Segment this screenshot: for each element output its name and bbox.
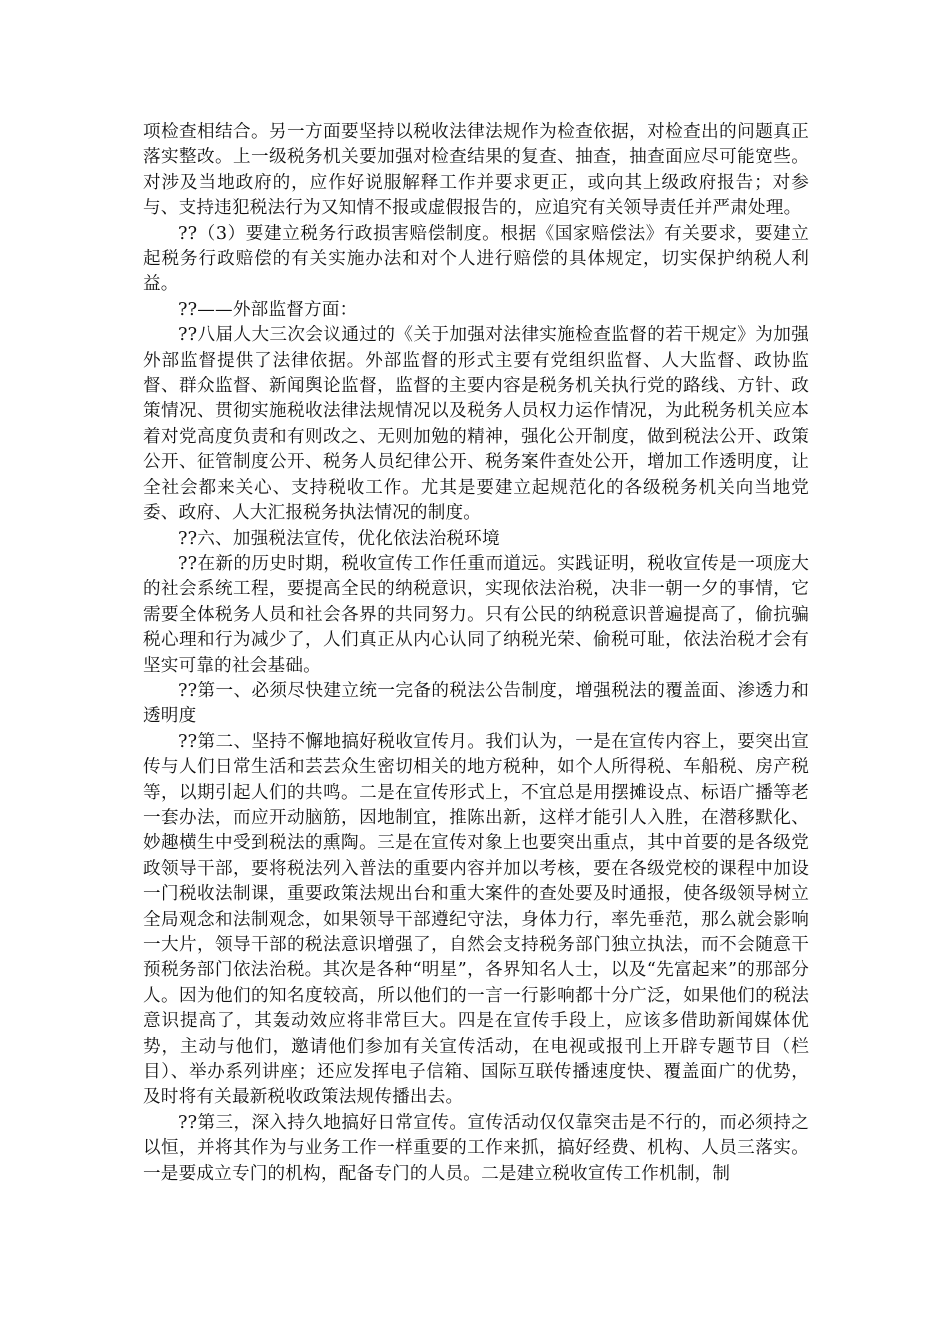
document-body [143, 120, 809, 1187]
paragraph-1: 项检查相结合。另一方面要坚持以税收法律法规作为检查依据，对检查出的问题真正落实整改。上一级税务机关要加强对检查结果的复查、抽查，抽查面应尽可能宽些。对涉及当地政府的，应作好说服解释工作并要求更正，或向其上级政府报告；对参与、支持违犯税法行为又知情不报或虚假报告的，应追究有关领导责任并严肃处理。 [143, 122, 809, 219]
paragraph-5-heading: ??六、加强税法宣传，优化依法治税环境 [178, 528, 500, 549]
paragraph-2: ??（3）要建立税务行政损害赔偿制度。根据《国家赔偿法》有关要求，要建立起税务行政赔偿的有关实施办法和对个人进行赔偿的具体规定，切实保护纳税人利益。 [143, 223, 809, 295]
paragraph-4: ??八届人大三次会议通过的《关于加强对法律实施检查监督的若干规定》为加强外部监督提供了法律依据。外部监督的形式主要有党组织监督、人大监督、政协监督、群众监督、新闻舆论监督，监督的主要内容是税务机关执行党的路线、方针、政策情况、贯彻实施税收法律法规情况以及税务人员权力运作情况，为此税务机关应本着对党高度负责和有则改之、无则加勉的精神，强化公开制度，做到税法公开、政策公开、征管制度公开、税务人员纪律公开、税务案件查处公开，增加工作透明度，让全社会都来关心、支持税收工作。尤其是要建立起规范化的各级税务机关向当地党委、政府、人大汇报税务执法情况的制度。 [143, 325, 809, 524]
paragraph-7: ??第一、必须尽快建立统一完备的税法公告制度，增强税法的覆盖面、渗透力和透明度 [143, 680, 809, 727]
paragraph-9: ??第三，深入持久地搞好日常宣传。宣传活动仅仅靠突击是不行的，而必须持之以恒，并将其作为与业务工作一样重要的工作来抓，搞好经费、机构、人员三落实。一是要成立专门的机构，配备专门的人员。二是建立税收宣传工作机制，制 [143, 1112, 809, 1184]
paragraph-8: ??第二、坚持不懈地搞好税收宣传月。我们认为，一是在宣传内容上，要突出宣传与人们日常生活和芸芸众生密切相关的地方税种，如个人所得税、车船税、房产税等，以期引起人们的共鸣。二是在宣传形式上，不宜总是用摆摊设点、标语广播等老一套办法，而应开动脑筋，因地制宜，推陈出新，这样才能引人入胜，在潜移默化、妙趣横生中受到税法的熏陶。三是在宣传对象上也要突出重点，其中首要的是各级党政领导干部，要将税法列入普法的重要内容并加以考核，要在各级党校的课程中加设一门税收法制课，重要政策法规出台和重大案件的查处要及时通报，使各级领导树立全局观念和法制观念，如果领导干部遵纪守法，身体力行，率先垂范，那么就会影响一大片，领导干部的税法意识增强了，自然会支持税务部门独立执法，而不会随意干预税务部门依法治税。其次是各种“明星”，各界知名人士，以及“先富起来”的那部分人。因为他们的知名度较高，所以他们的一言一行影响都十分广泛，如果他们的税法意识提高了，其轰动效应将非常巨大。四是在宣传手段上，应该多借助新闻媒体优势，主动与他们，邀请他们参加有关宣传活动，在电视或报刊上开辟专题节目（栏目）、举办系列讲座；还应发挥电子信箱、国际互联传播速度快、覆盖面广的优势，及时将有关最新税收政策法规传播出去。 [143, 731, 809, 1108]
paragraph-3-heading: ??——外部监督方面： [178, 299, 358, 320]
paragraph-6: ??在新的历史时期，税收宣传工作任重而道远。实践证明，税收宣传是一项庞大的社会系统工程，要提高全民的纳税意识，实现依法治税，决非一朝一夕的事情，它需要全体税务人员和社会各界的共同努力。只有公民的纳税意识普遍提高了，偷抗骗税心理和行为减少了，人们真正从内心认同了纳税光荣、偷税可耻，依法治税才会有坚实可靠的社会基础。 [143, 553, 809, 676]
